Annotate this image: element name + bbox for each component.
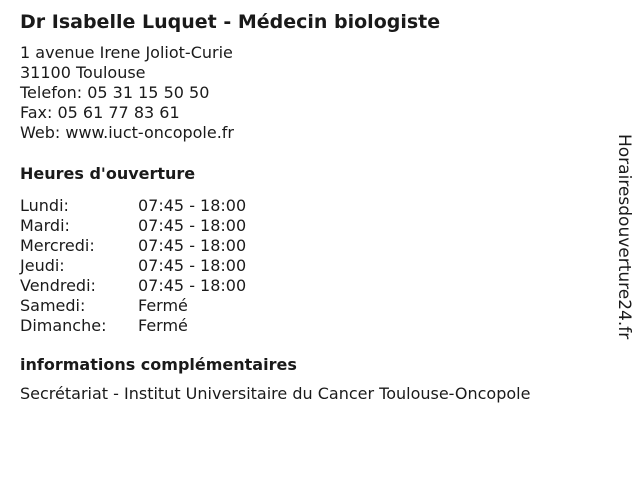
doctor-listing xyxy=(20,9,610,404)
website-link[interactable]: Web: www.iuct-oncopole.fr xyxy=(20,123,235,142)
hours-row-samedi xyxy=(20,296,610,316)
hours-row-dimanche xyxy=(20,316,610,336)
hours-day: Vendredi: xyxy=(20,276,96,295)
hours-time: 07:45 - 18:00 xyxy=(138,196,247,215)
hours-day: Mardi: xyxy=(20,216,70,235)
hours-day: Samedi: xyxy=(20,296,86,315)
site-brand-watermark: Horairesdouverture24.fr xyxy=(614,134,634,340)
address-street: 1 avenue Irene Joliot-Curie xyxy=(20,43,233,62)
hours-table xyxy=(20,196,610,336)
hours-day: Jeudi: xyxy=(20,256,65,275)
info-text: Secrétariat - Institut Universitaire du Cancer Toulouse-Oncopole xyxy=(20,384,531,403)
hours-row-mardi xyxy=(20,216,610,236)
hours-time: 07:45 - 18:00 xyxy=(138,236,247,255)
address-city: 31100 Toulouse xyxy=(20,63,146,82)
hours-time: 07:45 - 18:00 xyxy=(138,276,247,295)
fax-number: Fax: 05 61 77 83 61 xyxy=(20,103,180,122)
hours-time: 07:45 - 18:00 xyxy=(138,256,247,275)
hours-day: Mercredi: xyxy=(20,236,95,255)
info-heading: informations complémentaires xyxy=(20,355,297,374)
hours-day: Dimanche: xyxy=(20,316,107,335)
hours-row-vendredi xyxy=(20,276,610,296)
hours-row-jeudi xyxy=(20,256,610,276)
hours-heading: Heures d'ouverture xyxy=(20,164,196,183)
hours-time: Fermé xyxy=(138,316,188,335)
contact-block xyxy=(20,43,610,143)
hours-row-lundi xyxy=(20,196,610,216)
phone-number[interactable]: Telefon: 05 31 15 50 50 xyxy=(20,83,210,102)
hours-time: 07:45 - 18:00 xyxy=(138,216,247,235)
page-title: Dr Isabelle Luquet - Médecin biologiste xyxy=(20,11,441,33)
hours-day: Lundi: xyxy=(20,196,69,215)
hours-time: Fermé xyxy=(138,296,188,315)
hours-row-mercredi xyxy=(20,236,610,256)
